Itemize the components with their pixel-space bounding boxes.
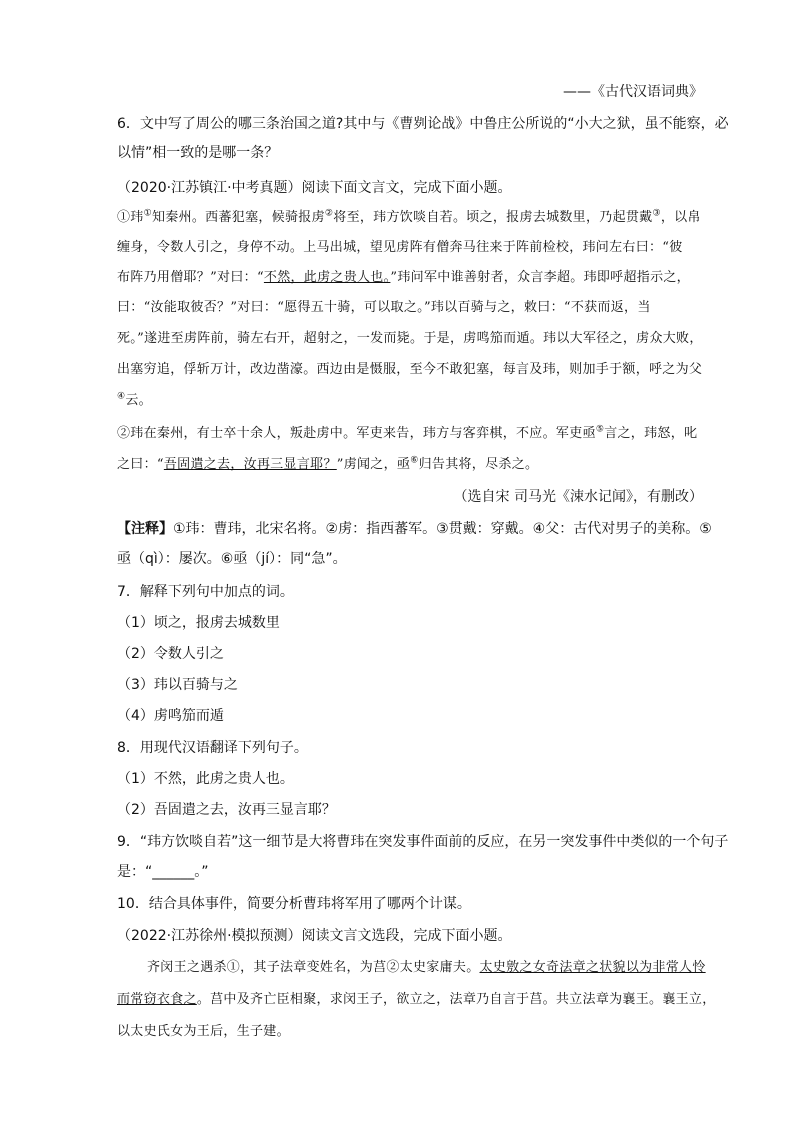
passage-3-line-2: 而常窃衣食之。莒中及齐亡臣相聚，求闵王子，欲立之，法章乃自言于莒。共立法章为襄王。襄王立， [117, 992, 716, 1007]
notes-line-2: 亟（qì）：屡次。⑥亟（jí）：同“急”。 [117, 551, 347, 567]
question-9-line-2: 是：“______。” [117, 864, 209, 880]
underlined-sentence-2: 吾固遣之去，汝再三显言耶？ [163, 457, 337, 472]
question-7-title: 7．解释下列句中加点的词。 [117, 584, 294, 600]
notes-label: 【注释】 [117, 521, 173, 537]
passage-2-p1-line-4: 曰：“汝能取彼否？”对曰：“愿得五十骑，可以取之。”玮以百骑与之，敕曰：“不获而返，当 [117, 300, 651, 315]
passage-2-p1-line-6: 出塞穷追，俘斩万计，改边凿濠。西边由是慑服，至今不敢犯塞，每言及玮，则加手于额，呼之为父 [117, 362, 703, 377]
underlined-sentence-3b: 而常窃衣食之 [117, 992, 197, 1007]
passage-2-p1-line-7: ④云。 [117, 391, 152, 408]
question-8-item-2: （2）吾固遣之去，汝再三显言耶？ [117, 802, 336, 818]
underlined-sentence-3a: 太史敫之女奇法章之状貌以为非常人怜 [479, 960, 706, 975]
notes-line-1: 【注释】①玮：曹玮，北宋名将。②虏：指西蕃军。③贯戴：穿戴。④父：古代对男子的美称。⑤ [117, 521, 712, 537]
question-7-item-3: （3）玮以百骑与之 [117, 677, 238, 693]
question-6-line-2: 以情”相一致的是哪一条？ [117, 145, 279, 161]
passage-2-citation: （选自宋 司马光《涑水记闻》，有删改） [453, 489, 703, 505]
passage-2-p2-line-1: ②玮在秦州，有士卒十余人，叛赴虏中。军吏来告，玮方与客弈棋，不应。军吏亟⑤言之，玮怒，叱 [117, 424, 698, 441]
passage-2-intro: （2020·江苏镇江·中考真题）阅读下面文言文，完成下面小题。 [117, 180, 512, 196]
passage-2-p1-line-1: ①玮①知秦州。西蕃犯塞，候骑报虏②将至，玮方饮啖自若。顷之，报虏去城数里，乃起贯戴③，以帛 [117, 208, 701, 225]
question-9-line-1: 9．“玮方饮啖自若”这一细节是大将曹玮在突发事件面前的反应，在另一突发事件中类似的一个句子 [117, 834, 729, 850]
passage-3-line-1: 齐闵王之遇杀①，其子法章变姓名，为莒②太史家庸夫。太史敫之女奇法章之状貌以为非常人怜 [147, 960, 706, 975]
underlined-sentence-1: 不然，此虏之贵人也。 [263, 270, 391, 285]
question-7-item-1: （1）顷之，报虏去城数里 [117, 615, 280, 631]
passage-3-intro: （2022·江苏徐州·模拟预测）阅读文言文选段，完成下面小题。 [117, 928, 512, 944]
passage-2-p1-line-5: 死。”遂进至虏阵前，骑左右开，超射之，一发而毙。于是，虏鸣笳而遁。玮以大军径之，虏众大败， [117, 331, 703, 346]
source-citation: ——《古代汉语词典》 [563, 84, 703, 100]
question-8-item-1: （1）不然，此虏之贵人也。 [117, 771, 294, 787]
passage-2-p1-line-2: 缠身，令数人引之，身停不动。上马出城，望见虏阵有僧奔马往来于阵前检校，玮问左右曰：“彼 [117, 240, 683, 255]
question-7-item-2: （2）令数人引之 [117, 646, 224, 662]
passage-3-line-3: 以太史氏女为王后，生子建。 [117, 1024, 290, 1039]
passage-2-p1-line-3: 布阵乃用僧耶？”对曰：“不然，此虏之贵人也。”玮问军中谁善射者，众言李超。玮即呼超指示之， [117, 270, 690, 285]
question-7-item-4: （4）虏鸣笳而遁 [117, 708, 224, 724]
question-10: 10．结合具体事件，简要分析曹玮将军用了哪两个计谋。 [117, 896, 471, 912]
passage-2-p2-line-2: 之曰：“吾固遣之去，汝再三显言耶？”虏闻之，亟⑥归告其将，尽杀之。 [117, 455, 539, 472]
question-6-line-1: 6．文中写了周公的哪三条治国之道?其中与《曹刿论战》中鲁庄公所说的“小大之狱，虽不能察，必 [117, 116, 729, 132]
question-8-title: 8．用现代汉语翻译下列句子。 [117, 740, 308, 756]
